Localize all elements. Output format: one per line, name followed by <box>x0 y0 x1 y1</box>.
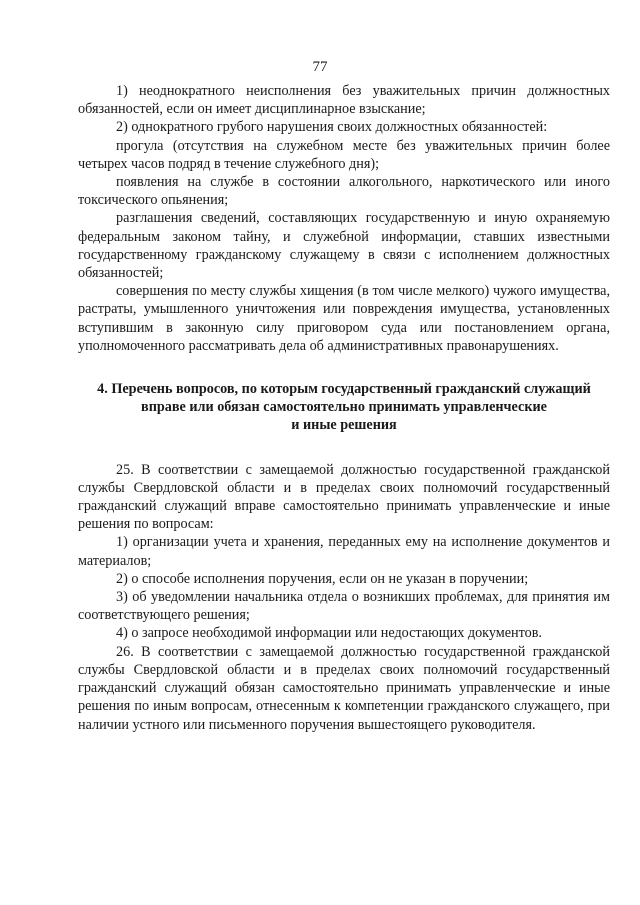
list-item: 1) организации учета и хранения, переданных ему на исполнение документов и материалов; <box>78 534 610 569</box>
list-item: 4) о запросе необходимой информации или недостающих документов. <box>116 625 542 642</box>
paragraph: прогула (отсутствия на служебном месте без уважительных причин более четырех часов подряд в течение служебного дня); <box>78 137 610 172</box>
paragraph: 1) неоднократного неисполнения без уважительных причин должностных обязанностей, если он имеет дисциплинарное взыскание; <box>78 83 610 118</box>
document-body <box>78 82 610 734</box>
section-heading <box>78 380 610 435</box>
list-item: 3) об уведомлении начальника отдела о возникших проблемах, для принятия им соответствующего решения; <box>78 589 610 624</box>
section-heading-line: вправе или обязан самостоятельно принимать управленческие <box>141 399 547 416</box>
list-item: 2) о способе исполнения поручения, если он не указан в поручении; <box>116 570 529 587</box>
paragraph: появления на службе в состоянии алкогольного, наркотического или иного токсического опьянения; <box>78 174 610 209</box>
paragraph: 26. В соответствии с замещаемой должностью государственной гражданской службы Свердловской области и в пределах своих полномочий государственный гражданский служащий обязан самостоятельно принимать управленческие и иные решения по иным вопросам, отнесенным к компетенции гражданского служащего, при наличии устного или письменного поручения вышестоящего руководителя. <box>78 643 610 733</box>
paragraph: 2) однократного грубого нарушения своих должностных обязанностей: <box>116 119 548 136</box>
section-heading-line: и иные решения <box>291 417 397 434</box>
paragraph: разглашения сведений, составляющих государственную и иную охраняемую федеральным законом тайну, и служебной информации, ставших известными государственному гражданскому служащему в связи с исполнением должностных обязанностей; <box>78 210 610 282</box>
page-number: 77 <box>312 59 328 75</box>
section-heading-line: 4. Перечень вопросов, по которым государственный гражданский служащий <box>97 381 591 398</box>
paragraph: 25. В соответствии с замещаемой должностью государственной гражданской службы Свердловской области и в пределах своих полномочий государственный гражданский служащий вправе самостоятельно принимать управленческие и иные решения по вопросам: <box>78 461 610 533</box>
paragraph: совершения по месту службы хищения (в том числе мелкого) чужого имущества, растраты, умышленного уничтожения или повреждения имущества, установленных вступившим в законную силу приговором суда или постановлением органа, уполномоченного рассматривать дела об административных правонарушениях. <box>78 283 610 354</box>
